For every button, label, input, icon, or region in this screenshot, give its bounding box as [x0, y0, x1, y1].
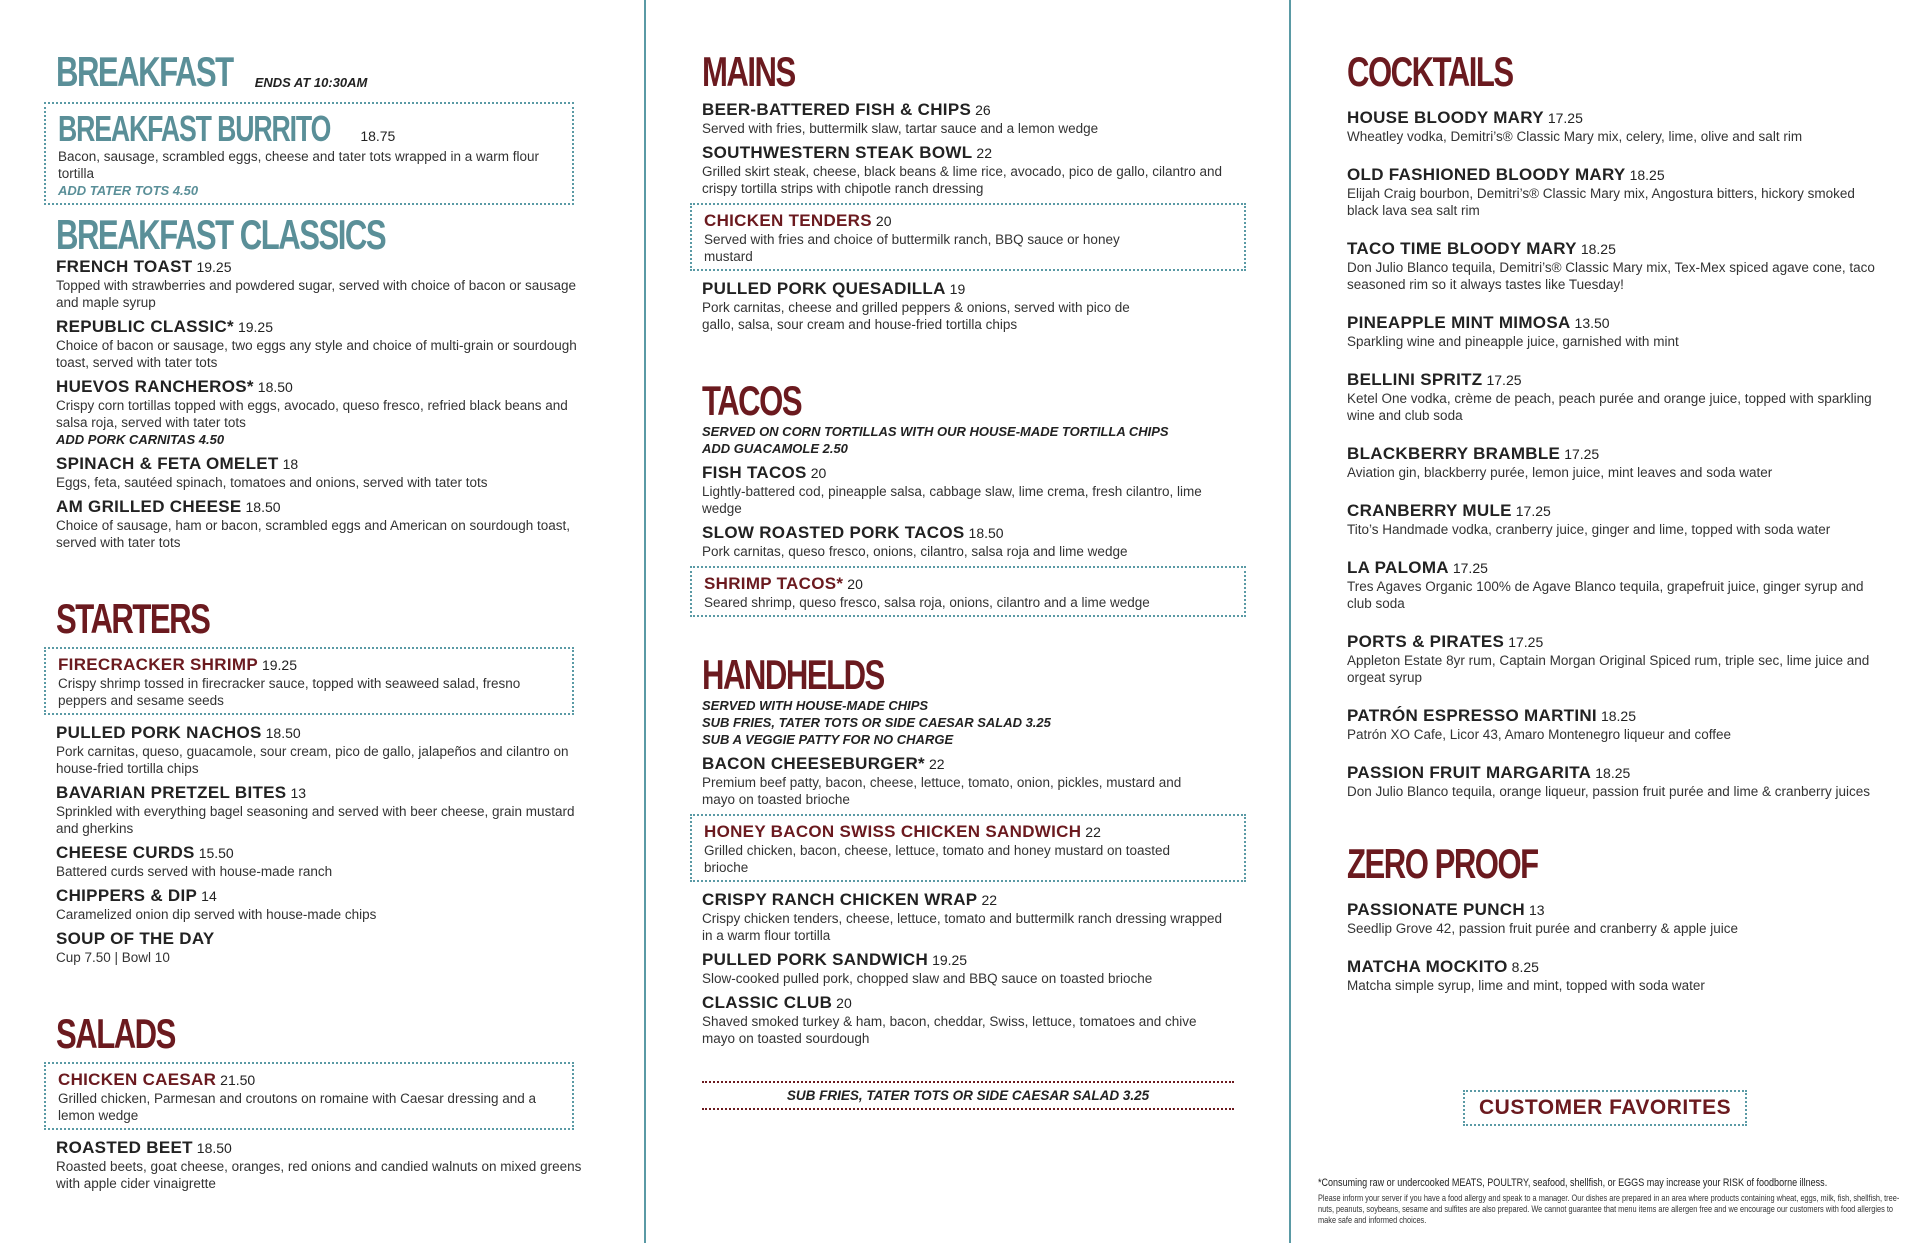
breakfast-burrito-price: 18.75: [360, 128, 396, 144]
menu-item-name: SOUTHWESTERN STEAK BOWL: [702, 143, 973, 162]
menu-item-price: 22: [928, 756, 945, 772]
menu-item-name: HUEVOS RANCHEROS*: [56, 377, 254, 396]
menu-item-name: BLACKBERRY BRAMBLE: [1347, 444, 1561, 463]
menu-item-name: FIRECRACKER SHRIMP: [58, 655, 258, 674]
customer-favorites-legend: CUSTOMER FAVORITES: [1463, 1090, 1747, 1126]
section-note: SUB A VEGGIE PATTY FOR NO CHARGE: [702, 732, 954, 747]
menu-item: [702, 890, 1232, 944]
section-note: SERVED WITH HOUSE-MADE CHIPS: [702, 698, 929, 713]
breakfast-burrito-name: BREAKFAST BURRITO: [58, 108, 331, 149]
menu-item-name: BELLINI SPRITZ: [1347, 370, 1483, 389]
salads-title: SALADS: [56, 1010, 175, 1057]
menu-item: [1347, 632, 1877, 686]
menu-item-price: 20: [836, 995, 852, 1011]
menu-item-desc: Sprinkled with everything bagel seasoning and served with beer cheese, grain mustard and gherkins: [56, 804, 575, 836]
menu-item: [56, 1138, 586, 1192]
menu-item-desc: Shaved smoked turkey & ham, bacon, cheddar, Swiss, lettuce, tomatoes and chive mayo on toasted sourdough: [702, 1014, 1197, 1046]
menu-item: [1347, 108, 1877, 145]
menu-item-name: BACON CHEESEBURGER*: [702, 754, 925, 773]
menu-item: [56, 783, 586, 837]
menu-item-desc: Caramelized onion dip served with house-made chips: [56, 907, 377, 922]
menu-item: [1347, 763, 1877, 800]
menu-item-price: 18.25: [1629, 167, 1665, 183]
menu-item: [56, 723, 586, 777]
menu-item-name: CHEESE CURDS: [56, 843, 195, 862]
menu-item: [1347, 313, 1877, 350]
menu-item-desc: Don Julio Blanco tequila, orange liqueur, passion fruit purée and lime & cranberry juices: [1347, 784, 1871, 799]
handhelds-title: HANDHELDS: [702, 651, 884, 698]
menu-item-price: 20: [847, 576, 863, 592]
menu-item-desc: Grilled chicken, bacon, cheese, lettuce, tomato and honey mustard on toasted brioche: [704, 843, 1171, 875]
menu-item-price: 18.50: [257, 379, 293, 395]
menu-item-name: OLD FASHIONED BLOODY MARY: [1347, 165, 1626, 184]
menu-item-desc: Tito’s Handmade vodka, cranberry juice, ginger and lime, topped with soda water: [1347, 522, 1831, 537]
menu-item-desc: Grilled skirt steak, cheese, black beans & lime rice, avocado, pico de gallo, cilantro and crispy tortilla strips with chipotle ranch dressing: [702, 164, 1223, 196]
menu-item-name: PASSIONATE PUNCH: [1347, 900, 1525, 919]
menu-item-name: LA PALOMA: [1347, 558, 1449, 577]
menu-item-name: ROASTED BEET: [56, 1138, 193, 1157]
menu-item-price: 18.25: [1600, 708, 1637, 724]
menu-item-desc: Patrón XO Cafe, Licor 43, Amaro Montenegro liqueur and coffee: [1347, 727, 1731, 742]
menu-item: [1347, 444, 1877, 481]
menu-item: [702, 950, 1232, 987]
breakfast-classics-list: [56, 257, 586, 551]
menu-item-desc: Choice of sausage, ham or bacon, scrambled eggs and American on sourdough toast, served with tater tots: [56, 518, 571, 550]
menu-item-addon: ADD PORK CARNITAS 4.50: [56, 432, 225, 447]
menu-item-desc: Eggs, feta, sautéed spinach, tomatoes and onions, served with tater tots: [56, 475, 488, 490]
breakfast-burrito-desc: Bacon, sausage, scrambled eggs, cheese and tater tots wrapped in a warm flour tortilla: [58, 149, 540, 181]
menu-item-desc: Seedlip Grove 42, passion fruit purée and cranberry & apple juice: [1347, 921, 1738, 936]
menu-item-desc: Wheatley vodka, Demitri’s® Classic Mary mix, celery, lime, olive and salt rim: [1347, 129, 1803, 144]
menu-item-name: CHICKEN CAESAR: [58, 1070, 217, 1089]
menu-item-price: 17.25: [1486, 372, 1522, 388]
menu-item-price: 18.50: [265, 725, 301, 741]
menu-item-name: BEER-BATTERED FISH & CHIPS: [702, 100, 972, 119]
cocktails-title: COCKTAILS: [1347, 48, 1513, 95]
menu-item-name: PULLED PORK NACHOS: [56, 723, 262, 742]
menu-item-desc: Matcha simple syrup, lime and mint, topped with soda water: [1347, 978, 1705, 993]
menu-item-desc: Crispy corn tortillas topped with eggs, avocado, queso fresco, refried black beans and salsa roja, served with tater tots: [56, 398, 568, 430]
menu-item-price: 13: [290, 785, 307, 801]
menu-item-name: PATRÓN ESPRESSO MARTINI: [1347, 706, 1597, 725]
breakfast-burrito-addon: ADD TATER TOTS 4.50: [58, 183, 199, 198]
menu-item: [1347, 706, 1877, 743]
menu-item-price: 13: [1528, 902, 1545, 918]
salads-list: [56, 1138, 586, 1192]
menu-item-desc: Sparkling wine and pineapple juice, garnished with mint: [1347, 334, 1679, 349]
menu-item-price: 19: [949, 281, 966, 297]
zero-proof-list: [1347, 900, 1877, 994]
menu-item: [1347, 957, 1877, 994]
menu-item: [702, 993, 1232, 1047]
menu-item-price: 19.25: [932, 952, 968, 968]
menu-item: [56, 929, 586, 966]
menu-item-price: 18.25: [1580, 241, 1616, 257]
disclaimer-fine-print: Please inform your server if you have a food allergy and speak to a manager. Our dishes are prepared in an area where products containing wheat, eggs, milk, fish, shellfish, tree-nuts, peanuts, soybeans, sesame and sulfites are also prepared. We cannot guarantee that menu items are allergen free and we encourage our customers with food allergies to make safe and informed choices.: [1318, 1193, 1900, 1225]
menu-item-desc: Ketel One vodka, crème de peach, peach purée and orange juice, topped with sparkling wine and club soda: [1347, 391, 1872, 423]
menu-item-name: MATCHA MOCKITO: [1347, 957, 1508, 976]
menu-item-price: 15.50: [198, 845, 234, 861]
menu-item-name: PULLED PORK QUESADILLA: [702, 279, 946, 298]
menu-item-price: 18.50: [245, 499, 281, 515]
menu-item-name: HONEY BACON SWISS CHICKEN SANDWICH: [704, 822, 1082, 841]
menu-item: [56, 317, 586, 371]
menu-item-price: 17.25: [1508, 634, 1544, 650]
menu-item-price: 17.25: [1515, 503, 1551, 519]
menu-item: [702, 754, 1202, 808]
menu-item-price: 20: [810, 465, 827, 481]
menu-item-name: SOUP OF THE DAY: [56, 929, 215, 948]
menu-item-price: 26: [975, 102, 991, 118]
menu-item: [56, 377, 586, 448]
menu-item-name: CLASSIC CLUB: [702, 993, 833, 1012]
menu-item-price: 18.25: [1595, 765, 1631, 781]
menu-item-price: 17.25: [1564, 446, 1600, 462]
shrimp-tacos-box: [690, 566, 1246, 617]
menu-item-desc: Slow-cooked pulled pork, chopped slaw and BBQ sauce on toasted brioche: [702, 971, 1153, 986]
breakfast-classics-title: BREAKFAST CLASSICS: [56, 211, 386, 258]
menu-item-price: 19.25: [261, 657, 298, 673]
menu-item-desc: Served with fries, buttermilk slaw, tartar sauce and a lemon wedge: [702, 121, 1099, 136]
menu-item-desc: Don Julio Blanco tequila, Demitri’s® Classic Mary mix, Tex-Mex spiced agave cone, taco seasoned rim so it always tastes like Tuesday!: [1347, 260, 1875, 292]
menu-item: [702, 279, 1162, 333]
mains-list: [702, 100, 1242, 197]
menu-item-desc: Crispy shrimp tossed in firecracker sauce, topped with seaweed salad, fresno peppers and sesame seeds: [58, 676, 521, 708]
menu-item-name: PULLED PORK SANDWICH: [702, 950, 929, 969]
menu-item: [56, 886, 586, 923]
menu-item: [56, 843, 586, 880]
breakfast-title: BREAKFAST: [56, 48, 233, 95]
menu-item: [702, 463, 1202, 517]
handhelds-notes: [702, 697, 1290, 748]
section-note: SUB FRIES, TATER TOTS OR SIDE CAESAR SALAD 3.25: [702, 715, 1051, 730]
menu-item-price: 17.25: [1547, 110, 1583, 126]
breakfast-burrito-box: [44, 102, 574, 205]
column-cocktails-zero-proof: [1291, 0, 1920, 1243]
menu-item-name: BAVARIAN PRETZEL BITES: [56, 783, 287, 802]
menu-item-name: PORTS & PIRATES: [1347, 632, 1505, 651]
column-mains-tacos-handhelds: [646, 0, 1290, 1243]
menu-item-name: FISH TACOS: [702, 463, 807, 482]
menu-item: [1347, 501, 1877, 538]
menu-item-desc: Seared shrimp, queso fresco, salsa roja, onions, cilantro and a lime wedge: [704, 595, 1150, 610]
menu-item-name: PASSION FRUIT MARGARITA: [1347, 763, 1592, 782]
firecracker-shrimp-box: [44, 647, 574, 715]
menu-item: [1347, 165, 1877, 219]
menu-item-desc: Pork carnitas, queso, guacamole, sour cream, pico de gallo, jalapeños and cilantro on house-fried tortilla chips: [56, 744, 569, 776]
menu-item: [702, 523, 1202, 560]
menu-item-name: CHIPPERS & DIP: [56, 886, 198, 905]
menu-item-price: 22: [1085, 824, 1101, 840]
menu-item-desc: Premium beef patty, bacon, cheese, lettuce, tomato, onion, pickles, mustard and mayo on toasted brioche: [702, 775, 1182, 807]
menu-item-name: PINEAPPLE MINT MIMOSA: [1347, 313, 1571, 332]
menu-item-price: 19.25: [237, 319, 273, 335]
menu-item: [1347, 239, 1877, 293]
menu-item-name: CHICKEN TENDERS: [704, 211, 872, 230]
menu-item-price: 19.25: [196, 259, 232, 275]
menu-item-name: HOUSE BLOODY MARY: [1347, 108, 1544, 127]
menu-item: [1347, 558, 1877, 612]
menu-item-desc: Cup 7.50 | Bowl 10: [56, 950, 170, 965]
menu-item: [56, 454, 586, 491]
column-breakfast-starters-salads: [0, 0, 645, 1243]
mains-title: MAINS: [702, 48, 795, 95]
menu-item-desc: Topped with strawberries and powdered sugar, served with choice of bacon or sausage and maple syrup: [56, 278, 577, 310]
menu-item-price: 20: [875, 213, 892, 229]
menu-item-desc: Pork carnitas, cheese and grilled peppers & onions, served with pico de gallo, salsa, sour cream and house-fried tortilla chips: [702, 300, 1130, 332]
handhelds-list-continued: [702, 890, 1232, 1047]
tacos-notes: [702, 423, 1290, 457]
section-note: SERVED ON CORN TORTILLAS WITH OUR HOUSE-MADE TORTILLA CHIPS: [702, 424, 1169, 439]
menu-item-price: 22: [981, 892, 998, 908]
menu-item-price: 13.50: [1574, 315, 1610, 331]
menu-item-price: 18: [282, 456, 299, 472]
menu-item-name: SHRIMP TACOS*: [704, 574, 844, 593]
menu-item-price: 21.50: [220, 1072, 256, 1088]
breakfast-hours-note: ENDS AT 10:30AM: [254, 75, 368, 90]
menu-item-desc: Grilled chicken, Parmesan and croutons on romaine with Caesar dressing and a lemon wedge: [58, 1091, 536, 1123]
zero-proof-title: ZERO PROOF: [1347, 840, 1538, 887]
menu-item-desc: Appleton Estate 8yr rum, Captain Morgan Original Spiced rum, triple sec, lime juice and orgeat syrup: [1347, 653, 1870, 685]
mains-list-continued: [702, 279, 1162, 333]
menu-item-desc: Pork carnitas, queso fresco, onions, cilantro, salsa roja and lime wedge: [702, 544, 1128, 559]
breakfast-header: [56, 50, 645, 94]
menu-item: [702, 143, 1242, 197]
menu-item-desc: Choice of bacon or sausage, two eggs any style and choice of multi-grain or sourdough toast, served with tater tots: [56, 338, 577, 370]
chicken-tenders-box: [690, 203, 1246, 271]
tacos-list: [702, 463, 1202, 560]
menu-item-name: REPUBLIC CLASSIC*: [56, 317, 234, 336]
menu-item-desc: Lightly-battered cod, pineapple salsa, cabbage slaw, lime crema, fresh cilantro, lime wedge: [702, 484, 1202, 516]
menu-item-desc: Roasted beets, goat cheese, oranges, red onions and candied walnuts on mixed greens with apple cider vinaigrette: [56, 1159, 582, 1191]
menu-item-price: 14: [201, 888, 217, 904]
menu-item: [702, 100, 1242, 137]
menu-item: [56, 497, 586, 551]
menu-item-desc: Elijah Craig bourbon, Demitri’s® Classic Mary mix, Angostura bitters, hickory smoked black lava sea salt rim: [1347, 186, 1855, 218]
menu-item: [56, 257, 586, 311]
starters-list: [56, 723, 586, 966]
menu-item-name: CRISPY RANCH CHICKEN WRAP: [702, 890, 978, 909]
sub-fries-bar: SUB FRIES, TATER TOTS OR SIDE CAESAR SALAD 3.25: [702, 1081, 1234, 1110]
menu-item-price: 8.25: [1511, 959, 1539, 975]
menu-item-desc: Tres Agaves Organic 100% de Agave Blanco tequila, grapefruit juice, ginger syrup and club soda: [1347, 579, 1864, 611]
honey-bacon-swiss-box: [690, 814, 1246, 882]
chicken-caesar-box: [44, 1062, 574, 1130]
menu-item-desc: Aviation gin, blackberry purée, lemon juice, mint leaves and soda water: [1347, 465, 1773, 480]
tacos-title: TACOS: [702, 377, 802, 424]
menu-item-price: 18.50: [196, 1140, 232, 1156]
handhelds-list: [702, 754, 1202, 808]
menu-item-name: CRANBERRY MULE: [1347, 501, 1512, 520]
menu-item-desc: Battered curds served with house-made ranch: [56, 864, 333, 879]
menu-item-name: FRENCH TOAST: [56, 257, 193, 276]
menu-item-name: AM GRILLED CHEESE: [56, 497, 242, 516]
menu-item-name: SPINACH & FETA OMELET: [56, 454, 279, 473]
menu-item-price: 22: [976, 145, 992, 161]
menu-item-name: SLOW ROASTED PORK TACOS: [702, 523, 965, 542]
disclaimer-main: *Consuming raw or undercooked MEATS, POULTRY, seafood, shellfish, or EGGS may increase your RISK of foodborne illness.: [1318, 1177, 1828, 1189]
starters-title: STARTERS: [56, 595, 210, 642]
menu-item-price: 18.50: [968, 525, 1004, 541]
menu-item-price: 17.25: [1452, 560, 1488, 576]
menu-item-desc: Served with fries and choice of buttermilk ranch, BBQ sauce or honey mustard: [704, 232, 1120, 264]
menu-item-name: TACO TIME BLOODY MARY: [1347, 239, 1577, 258]
section-note: ADD GUACAMOLE 2.50: [702, 441, 848, 456]
allergen-disclaimer: [1318, 1177, 1913, 1226]
menu-item-desc: Crispy chicken tenders, cheese, lettuce, tomato and buttermilk ranch dressing wrapped in a warm flour tortilla: [702, 911, 1223, 943]
menu-item: [1347, 900, 1877, 937]
menu-item: [1347, 370, 1877, 424]
cocktails-list: [1347, 108, 1877, 800]
